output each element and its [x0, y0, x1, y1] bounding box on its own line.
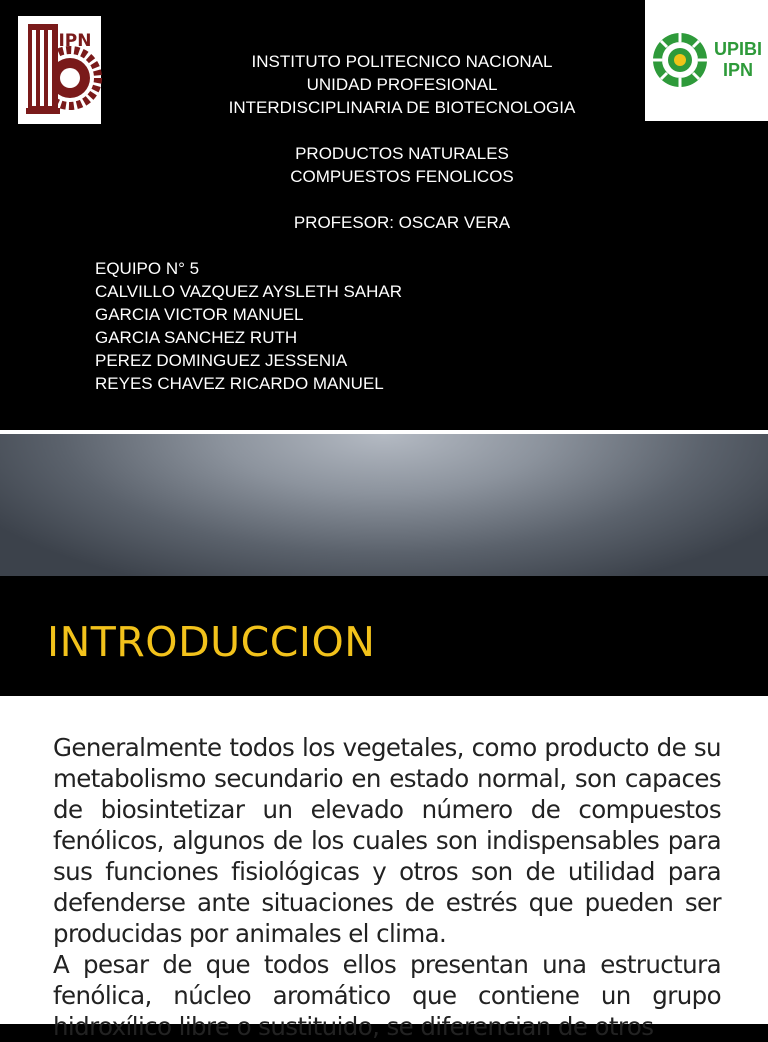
- paragraph: Generalmente todos los vegetales, como producto de su metabolismo secundario en estado normal, son capaces de biosintetizar un elevado número de compuestos fenólicos, algunos de los cuales son indispensables para sus funciones fisiológicas y otros son de utilidad para defenderse ante situaciones de estrés que pueden ser producidas por animales el clima.: [53, 733, 721, 948]
- gradient-banner: [0, 434, 768, 576]
- slide-body: [0, 700, 768, 1041]
- slide-title: INTRODUCCION: [47, 618, 376, 666]
- ipn-logo: [18, 16, 101, 124]
- body-text: [53, 732, 721, 1042]
- team-member: CALVILLO VAZQUEZ AYSLETH SAHAR: [95, 282, 403, 301]
- institute-name: INSTITUTO POLITECNICO NACIONAL: [251, 52, 553, 71]
- upibi-logo: [645, 0, 768, 121]
- unit-name-line2: INTERDISCIPLINARIA DE BIOTECNOLOGIA: [228, 98, 576, 117]
- title-slide: [0, 0, 768, 430]
- svg-text:IPN: IPN: [58, 31, 92, 51]
- ipn-emblem-icon: [18, 16, 101, 124]
- team-list: [95, 257, 595, 395]
- topic-name: COMPUESTOS FENOLICOS: [290, 167, 514, 186]
- paragraph: A pesar de que todos ellos presentan una estructura fenólica, núcleo aromático que contiene un grupo hidroxílico libre o sustituido, se diferencian de otros: [53, 950, 721, 1041]
- team-label: EQUIPO N° 5: [95, 259, 200, 278]
- unit-name-line1: UNIDAD PROFESIONAL: [306, 75, 498, 94]
- svg-text:UPIBI: UPIBI: [713, 39, 763, 59]
- professor-name: PROFESOR: OSCAR VERA: [293, 213, 511, 232]
- team-member: PEREZ DOMINGUEZ JESSENIA: [95, 351, 348, 370]
- svg-text:IPN: IPN: [722, 60, 754, 80]
- team-member: GARCIA SANCHEZ RUTH: [95, 328, 298, 347]
- institution-header: [200, 50, 604, 234]
- team-member: REYES CHAVEZ RICARDO MANUEL: [95, 374, 384, 393]
- upibi-emblem-icon: [645, 0, 768, 121]
- team-member: GARCIA VICTOR MANUEL: [95, 305, 304, 324]
- course-name: PRODUCTOS NATURALES: [295, 144, 509, 163]
